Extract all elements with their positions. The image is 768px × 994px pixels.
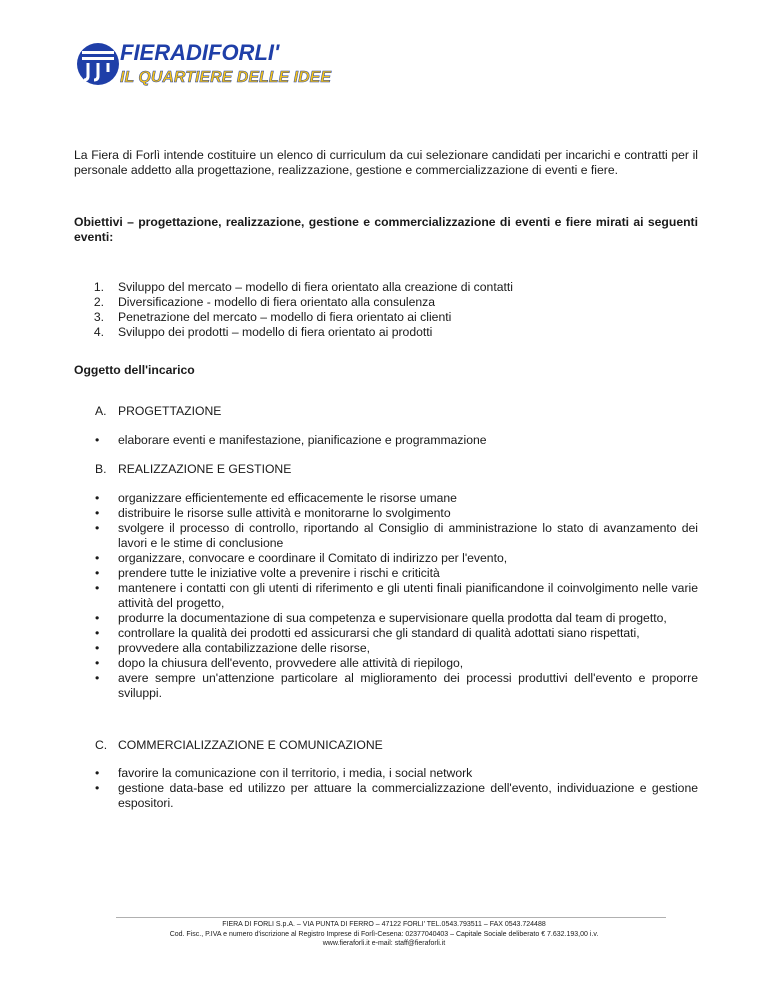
- footer-registry-line: Cod. Fisc., P.IVA e numero d'iscrizione al Registro Imprese di Forlì-Cesena: 02377040403 – Capitale Sociale deliberato € 7.632.193,00 i.v.: [169, 930, 599, 938]
- footer-company-line: FIERA DI FORLI S.p.A. – VIA PUNTA DI FERRO – 47122 FORLI' TEL.0543.793511 – FAX 0543.724488: [222, 921, 546, 928]
- list-item: • organizzare, convocare e coordinare il Comitato di indirizzo per l'evento,: [95, 551, 508, 565]
- list-item: 2. Diversificazione - modello di fiera orientato alla consulenza: [93, 295, 436, 309]
- footer: [74, 920, 694, 949]
- list-item: • produrre la documentazione di sua competenza e supervisionare quella prodotta dal team di progetto,: [95, 611, 667, 625]
- list-item: • elaborare eventi e manifestazione, pianificazione e programmazione: [95, 433, 487, 447]
- list-item: • mantenere i contatti con gli utenti di riferimento e gli utenti finali pianificandone il coinvolgimento nelle varie attività del progetto,: [95, 581, 698, 610]
- oggetto-heading: Oggetto dell'incarico: [74, 363, 195, 377]
- list-item: • prendere tutte le iniziative volte a prevenire i rischi e criticità: [95, 566, 440, 580]
- list-item: 4. Sviluppo dei prodotti – modello di fiera orientato ai prodotti: [93, 325, 433, 339]
- footer-divider: [116, 917, 666, 918]
- footer-contact-line: www.fieraforli.it e-mail: staff@fieraforli.it: [322, 940, 446, 947]
- logo-tagline: IL QUARTIERE DELLE IDEE: [120, 69, 331, 86]
- list-item: • svolgere il processo di controllo, riportando al Consiglio di amministrazione lo stato di avanzamento dei lavori e le stime di conclusione: [95, 521, 698, 550]
- fiera-logo: [74, 34, 334, 94]
- objectives-list: [74, 280, 698, 340]
- list-item: 1. Sviluppo del mercato – modello di fiera orientato alla creazione di contatti: [93, 280, 513, 294]
- list-item: • organizzare efficientemente ed efficacemente le risorse umane: [95, 491, 457, 505]
- section-a-list: [95, 433, 698, 448]
- section-a-heading: A. PROGETTAZIONE: [95, 404, 222, 418]
- list-item: • controllare la qualità dei prodotti ed assicurarsi che gli standard di qualità adottati siano rispettati,: [95, 626, 640, 640]
- list-item: • provvedere alla contabilizzazione delle risorse,: [95, 641, 371, 655]
- section-b-heading: B. REALIZZAZIONE E GESTIONE: [95, 462, 292, 476]
- section-c-heading: C. COMMERCIALIZZAZIONE E COMUNICAZIONE: [95, 738, 383, 752]
- list-item: • favorire la comunicazione con il territorio, i media, i social network: [95, 766, 473, 780]
- intro-paragraph: La Fiera di Forlì intende costituire un elenco di curriculum da cui selezionare candidati per incarichi e contratti per il personale addetto alla progettazione, realizzazione, gestione e commercializzazione di eventi e fiere.: [74, 148, 698, 177]
- section-c-list: [95, 766, 698, 811]
- list-item: • avere sempre un'attenzione particolare al miglioramento dei processi produttivi dell'evento e proporre sviluppi.: [95, 671, 698, 700]
- fiera-logo-icon: [74, 34, 334, 94]
- list-item: • gestione data-base ed utilizzo per attuare la commercializzazione dell'evento, individuazione e gestione espositori.: [95, 781, 698, 810]
- list-item: • distribuire le risorse sulle attività e monitorarne lo svolgimento: [95, 506, 451, 520]
- list-item: 3. Penetrazione del mercato – modello di fiera orientato ai clienti: [93, 310, 452, 324]
- section-b-list: [95, 491, 698, 701]
- objectives-heading: Obiettivi – progettazione, realizzazione, gestione e commercializzazione di eventi e fiere mirati ai seguenti eventi:: [74, 215, 698, 244]
- logo-title: FIERADIFORLI': [120, 40, 280, 65]
- list-item: • dopo la chiusura dell'evento, provvedere alle attività di riepilogo,: [95, 656, 464, 670]
